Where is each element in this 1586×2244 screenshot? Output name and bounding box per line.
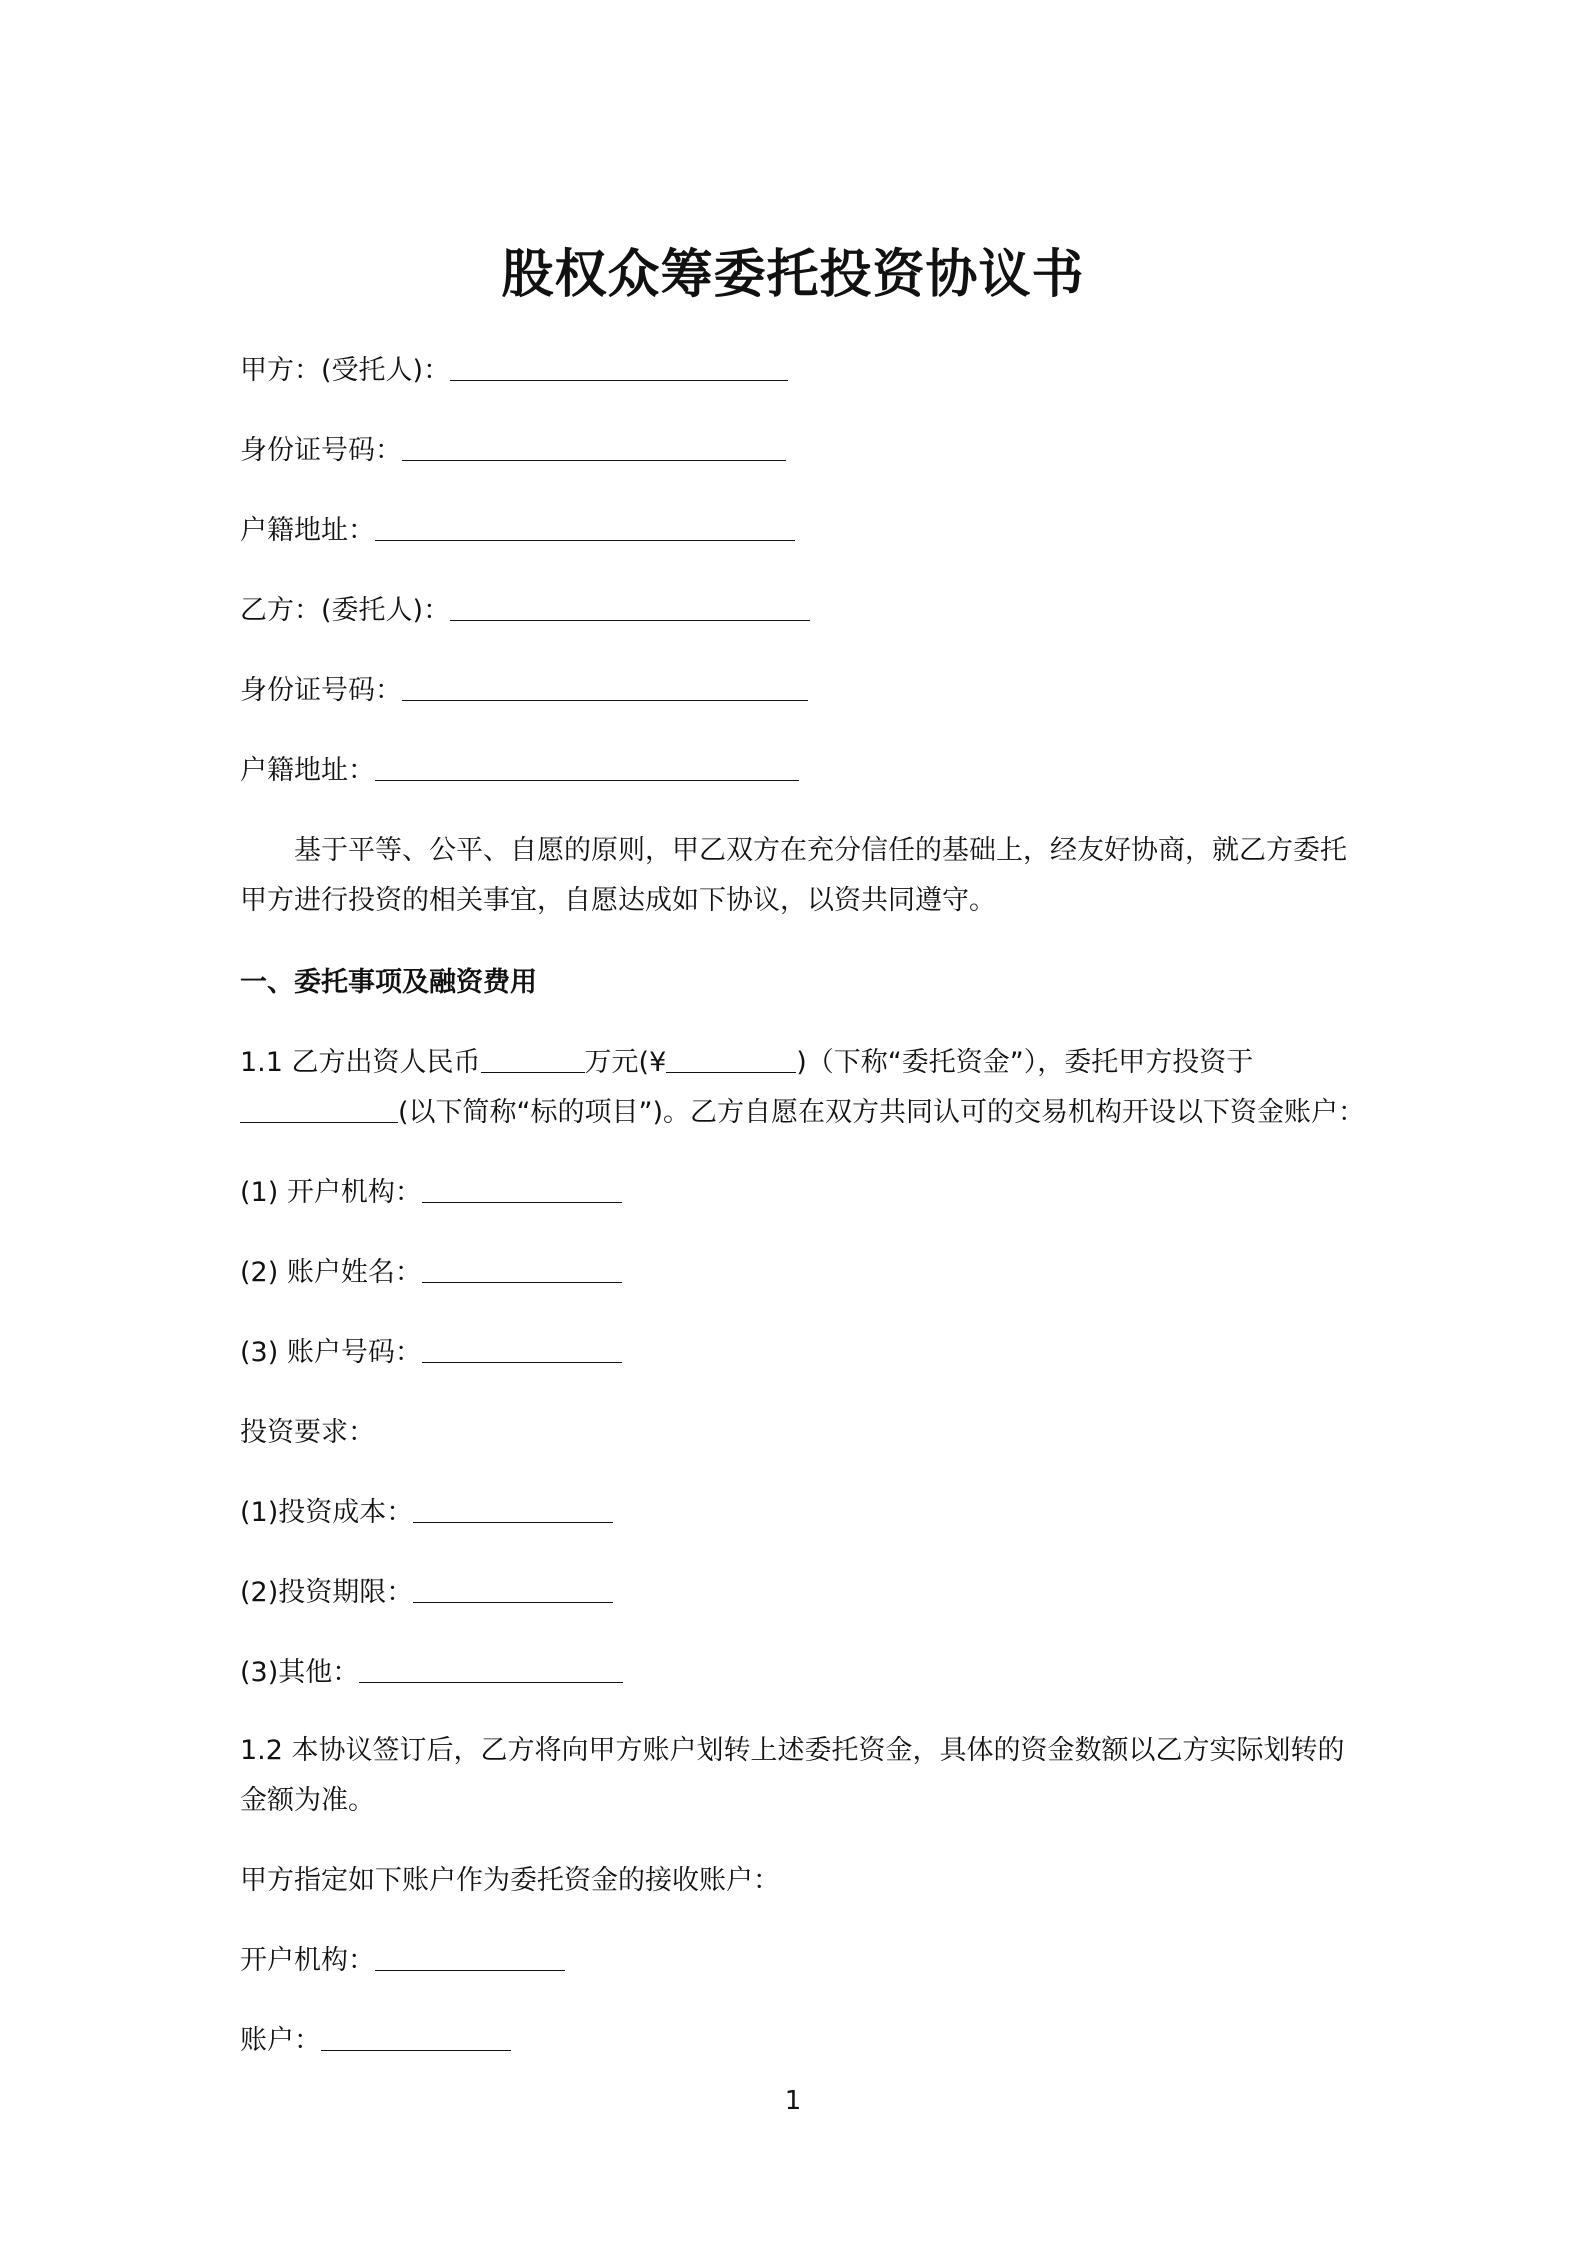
party-b-id-row	[240, 674, 808, 708]
account-name-label: (2) 账户姓名：	[240, 1257, 422, 1288]
receiving-account-intro: 甲方指定如下账户作为委托资金的接收账户：	[240, 1865, 780, 1896]
clause-1-1-line-1	[240, 1038, 1370, 1088]
party-b-address-blank[interactable]	[375, 754, 799, 781]
party-a-id-row	[240, 434, 786, 468]
investment-term-label: (2)投资期限：	[240, 1577, 414, 1608]
account-number-row	[240, 1336, 622, 1370]
party-a-address-label: 户籍地址：	[240, 515, 375, 546]
party-a-id-blank[interactable]	[402, 434, 786, 461]
section-1-heading: 一、委托事项及融资费用	[240, 967, 537, 998]
investment-cost-label: (1)投资成本：	[240, 1497, 414, 1528]
receiving-account-label: 账户：	[240, 2025, 321, 2056]
clause-1-1-line-2	[240, 1088, 1370, 1138]
receiving-institution-blank[interactable]	[375, 1944, 565, 1971]
investment-cost-blank[interactable]	[413, 1496, 613, 1523]
preamble-line-1: 基于平等、公平、自愿的原则，甲乙双方在充分信任的基础上，经友好协商，就乙方委托	[294, 835, 1347, 866]
account-name-blank[interactable]	[422, 1256, 622, 1283]
investment-cost-row	[240, 1496, 613, 1530]
clause-1-1-part-a: 1.1 乙方出资人民币	[240, 1047, 481, 1078]
account-institution-blank[interactable]	[422, 1176, 622, 1203]
document-title: 股权众筹委托投资协议书	[501, 245, 1085, 305]
target-project-blank[interactable]	[240, 1096, 398, 1123]
party-a-address-row	[240, 514, 795, 548]
party-b-id-blank[interactable]	[402, 674, 808, 701]
account-institution-label: (1) 开户机构：	[240, 1177, 422, 1208]
clause-1-1-part-d: (以下简称“标的项目”)。乙方自愿在双方共同认可的交易机构开设以下资金账户：	[398, 1097, 1366, 1128]
preamble	[240, 826, 1370, 926]
party-a-row	[240, 354, 788, 388]
account-institution-row	[240, 1176, 622, 1210]
amount-yuan-blank[interactable]	[666, 1046, 796, 1073]
party-b-address-row	[240, 754, 799, 788]
party-b-row	[240, 594, 810, 628]
clause-1-2-line-1: 1.2 本协议签订后，乙方将向甲方账户划转上述委托资金，具体的资金数额以乙方实际划转的	[240, 1735, 1345, 1766]
clause-1-1-part-c: )（下称“委托资金”），委托甲方投资于	[796, 1047, 1254, 1078]
amount-wan-blank[interactable]	[481, 1046, 585, 1073]
receiving-account-row	[240, 2024, 511, 2058]
receiving-account-blank[interactable]	[321, 2024, 511, 2051]
clause-1-2	[240, 1726, 1370, 1826]
investment-term-row	[240, 1576, 613, 1610]
investment-requirements-label: 投资要求：	[240, 1417, 375, 1448]
party-a-address-blank[interactable]	[375, 514, 795, 541]
preamble-line-2: 甲方进行投资的相关事宜，自愿达成如下协议，以资共同遵守。	[240, 885, 996, 916]
clause-1-1-part-b: 万元(¥	[584, 1047, 667, 1078]
party-b-id-label: 身份证号码：	[240, 675, 402, 706]
other-blank[interactable]	[359, 1656, 623, 1683]
party-b-blank[interactable]	[450, 594, 810, 621]
other-label: (3)其他：	[240, 1657, 360, 1688]
account-number-label: (3) 账户号码：	[240, 1337, 422, 1368]
party-b-label: 乙方：(委托人)：	[240, 595, 451, 626]
receiving-institution-row	[240, 1944, 565, 1978]
party-b-address-label: 户籍地址：	[240, 755, 375, 786]
investment-term-blank[interactable]	[413, 1576, 613, 1603]
party-a-blank[interactable]	[450, 354, 788, 381]
receiving-institution-label: 开户机构：	[240, 1945, 375, 1976]
other-row	[240, 1656, 623, 1690]
account-number-blank[interactable]	[422, 1336, 622, 1363]
account-name-row	[240, 1256, 622, 1290]
page-number: 1	[784, 2086, 802, 2116]
party-a-label: 甲方：(受托人)：	[240, 355, 451, 386]
clause-1-2-line-2: 金额为准。	[240, 1785, 375, 1816]
clause-1-1	[240, 1038, 1370, 1138]
party-a-id-label: 身份证号码：	[240, 435, 402, 466]
